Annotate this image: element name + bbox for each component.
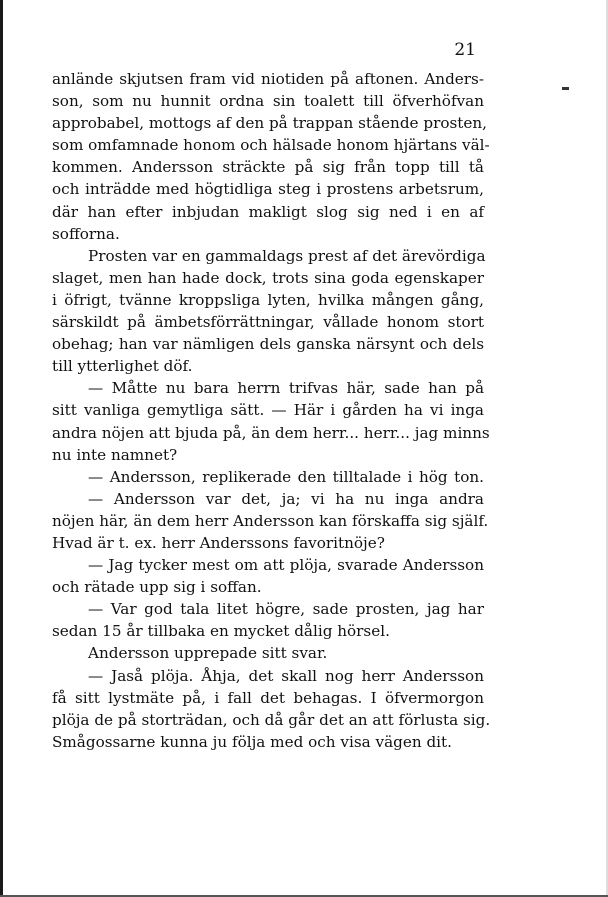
text-line: nöjen här, än dem herr Andersson kan förskaffa sig själf. bbox=[52, 511, 489, 530]
text-line: — Andersson var det, ja; vi ha nu inga andra bbox=[88, 489, 484, 508]
text-line: kommen. Andersson sträckte på sig från topp till tå bbox=[52, 158, 484, 177]
text-line: obehag; han var nämligen dels ganska närsynt och dels bbox=[52, 335, 484, 354]
text-line: — Andersson, replikerade den tilltalade i hög ton. bbox=[88, 467, 484, 486]
text-line: särskildt på ämbetsförrättningar, vållade honom stort bbox=[52, 313, 484, 332]
text-line: slaget, men han hade dock, trots sina goda egenskaper bbox=[52, 268, 484, 287]
text-line: Prosten var en gammaldags prest af det ärevördiga bbox=[88, 246, 486, 265]
text-line: anlände skjutsen fram vid niotiden på aftonen. Anders- bbox=[52, 70, 484, 88]
text-line: sofforna. bbox=[52, 224, 120, 243]
text-line: och inträdde med högtidliga steg i prostens arbetsrum, bbox=[52, 180, 484, 199]
text-line: Andersson upprepade sitt svar. bbox=[88, 644, 328, 663]
text-line: där han efter inbjudan makligt slog sig ned i en af bbox=[52, 202, 484, 221]
text-line: sitt vanliga gemytliga sätt. — Här i gården ha vi inga bbox=[52, 401, 484, 420]
text-line: son, som nu hunnit ordna sin toalett till öfverhöfvan bbox=[52, 92, 484, 111]
text-line: — Måtte nu bara herrn trifvas här, sade han på bbox=[88, 379, 484, 398]
text-line: nu inte namnet? bbox=[52, 445, 178, 464]
text-line: Smågossarne kunna ju följa med och visa vägen dit. bbox=[52, 732, 452, 751]
text-line: till ytterlighet döf. bbox=[52, 357, 193, 376]
text-line: andra nöjen att bjuda på, än dem herr... herr... jag minns bbox=[52, 423, 490, 442]
text-line: sedan 15 år tillbaka en mycket dålig hörsel. bbox=[52, 622, 390, 641]
text-line: Hvad är t. ex. herr Anderssons favoritnöje? bbox=[52, 533, 385, 552]
scan-edge-left bbox=[0, 0, 3, 897]
text-line: — Jag tycker mest om att plöja, svarade Andersson bbox=[88, 556, 484, 575]
text-line: i öfrigt, tvänne kroppsliga lyten, hvilka mången gång, bbox=[52, 290, 484, 309]
text-line: och rätade upp sig i soffan. bbox=[52, 578, 262, 597]
text-line: som omfamnade honom och hälsade honom hjärtans väl- bbox=[52, 136, 490, 155]
margin-mark bbox=[562, 87, 569, 90]
text-line: plöja de på storträdan, och då går det an att förlusta sig. bbox=[52, 710, 491, 729]
text-line: få sitt lystmäte på, i fall det behagas. I öfvermorgon bbox=[52, 688, 484, 707]
text-line: — Jaså plöja. Åhja, det skall nog herr Andersson bbox=[88, 666, 484, 685]
text-line: approbabel, mottogs af den på trappan stående prosten, bbox=[52, 114, 487, 133]
text-line: — Var god tala litet högre, sade prosten, jag har bbox=[88, 600, 484, 619]
body-text bbox=[52, 68, 491, 753]
page-number: 21 bbox=[454, 40, 476, 60]
